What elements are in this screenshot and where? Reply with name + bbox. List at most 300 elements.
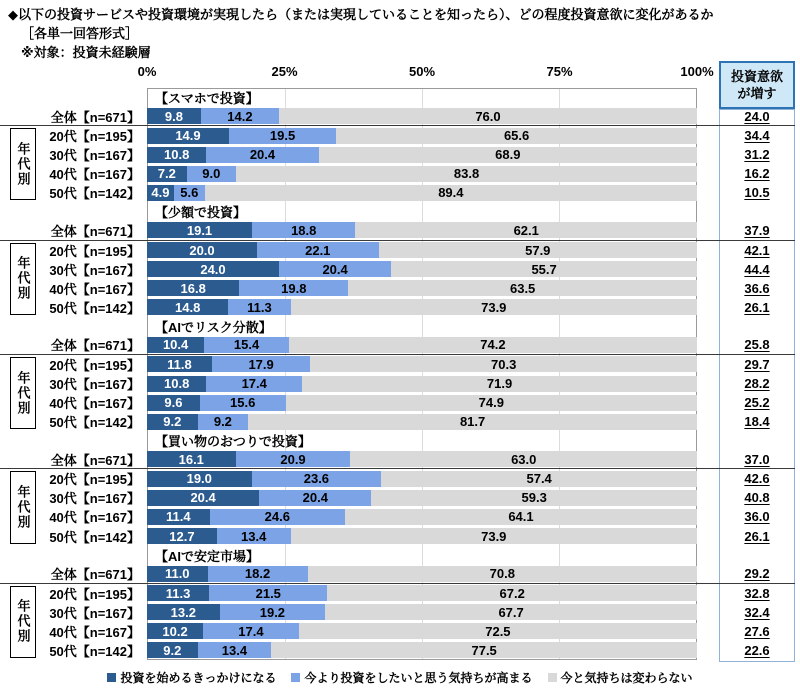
x-axis [0,64,800,80]
increase-value-cell [720,393,794,412]
gap [697,355,720,374]
gap [697,317,720,336]
bar-segment-raise: 13.4 [217,528,291,544]
bar-segment-unchanged: 74.2 [289,337,697,353]
row-label: 50代【n=142】 [49,300,140,316]
agegroup-label-box: 年代別 [10,128,36,200]
row-bars [147,298,697,317]
stacked-bar [147,642,697,658]
bar-segment-start: 16.8 [147,280,239,296]
increase-value-cell [720,469,794,488]
table-row [0,622,795,641]
bar-segment-start: 10.8 [147,376,206,392]
section-title: 【スマホで投資】 [155,91,259,107]
increase-value-cell [720,107,794,125]
gap [697,374,720,393]
bar-segment-unchanged: 63.5 [348,280,697,296]
chart-subtitle: ［各単一回答形式］ [21,26,139,41]
legend-item-unchanged [548,669,693,686]
bar-segment-unchanged: 62.1 [355,222,697,238]
agegroup-label-box: 年代別 [10,471,36,543]
stacked-bar [147,222,697,238]
gap [697,279,720,298]
gap [697,641,720,660]
increase-value-cell [720,183,794,202]
bar-segment-start: 9.2 [147,642,198,658]
row-label: 50代【n=142】 [49,186,140,202]
gap [697,412,720,431]
bar-segment-raise: 20.9 [236,451,351,467]
gap [697,145,720,164]
gap [697,565,720,583]
bar-segment-unchanged: 73.9 [291,299,697,315]
increase-value: 29.7 [744,356,770,372]
bar-segment-raise: 13.4 [198,642,272,658]
increase-value-cell [720,488,794,507]
bar-segment-raise: 19.5 [229,128,336,144]
table-row [0,145,795,164]
gap [697,622,720,641]
bar-segment-start: 10.2 [147,623,203,639]
increase-value: 16.2 [744,166,770,182]
section-header-row [0,546,795,565]
row-bars [147,336,697,354]
row-bars [147,183,697,202]
stacked-bar [147,623,697,639]
row-label: 50代【n=142】 [49,643,140,659]
bar-segment-raise: 20.4 [206,147,318,163]
bar-segment-unchanged: 64.1 [345,509,697,525]
table-row [0,241,795,260]
gap [697,584,720,603]
bar-segment-raise: 19.2 [220,604,326,620]
bar-segment-start: 20.4 [147,490,259,506]
section-header-label-spacer [0,88,147,107]
stacked-bar [147,528,697,544]
row-label: 20代【n=195】 [49,586,140,602]
gap [697,202,720,221]
bar-segment-start: 10.8 [147,147,206,163]
section-header-label-spacer [0,546,147,565]
row-label: 全体【n=671】 [50,224,140,239]
increase-value-cell [720,507,794,526]
table-row [0,469,795,488]
stacked-bar [147,261,697,277]
row-bars [147,260,697,279]
x-tick-25: 25% [271,64,298,79]
increase-value: 22.6 [744,642,770,658]
increase-value: 32.4 [744,604,770,620]
row-label: 50代【n=142】 [49,415,140,431]
legend [0,669,800,686]
increase-value: 36.6 [744,280,770,296]
increase-value-cell [720,221,794,239]
row-label: 30代【n=167】 [49,491,140,507]
row-label: 50代【n=142】 [49,529,140,545]
x-tick-100: 100% [680,64,714,79]
bar-segment-start: 9.2 [147,414,198,430]
bar-segment-raise: 20.4 [279,261,391,277]
legend-label-start: 投資を始めるきっかけになる [120,671,277,685]
table-row [0,393,795,412]
increase-value: 25.2 [744,395,770,411]
gap [697,164,720,183]
bar-segment-unchanged: 83.8 [236,166,697,182]
table-row [0,412,795,431]
increase-value: 34.4 [744,128,770,144]
bar-segment-start: 13.2 [147,604,220,620]
bar-segment-unchanged: 71.9 [302,376,697,392]
stacked-bar [147,299,697,315]
table-row [0,565,795,584]
row-bars [147,450,697,468]
agegroup-label-box: 年代別 [10,586,36,658]
increase-value-cell [720,145,794,164]
bar-segment-raise: 20.4 [259,490,371,506]
increase-value-cell [720,260,794,279]
legend-item-raise [291,669,532,686]
row-bars [147,469,697,488]
stacked-bar [147,414,697,430]
increase-value-cell [720,450,794,468]
row-label: 30代【n=167】 [49,605,140,621]
stacked-bar [147,585,697,601]
bar-segment-unchanged: 67.7 [325,604,697,620]
title-block [8,5,714,62]
increase-value: 31.2 [744,147,770,163]
row-label: 20代【n=195】 [49,472,140,488]
section-title: 【AIで安定市場】 [155,548,260,564]
section-header-label-spacer [0,431,147,450]
bar-segment-unchanged: 73.9 [291,528,697,544]
stacked-bar [147,395,697,411]
row-label: 40代【n=167】 [49,510,140,526]
bar-segment-unchanged: 55.7 [391,261,697,277]
bar-segment-unchanged: 89.4 [205,185,697,201]
section-header-row [0,88,795,107]
row-label: 30代【n=167】 [49,377,140,393]
row-bars [147,164,697,183]
table-row [0,107,795,126]
increase-value: 26.1 [744,299,770,315]
table-row [0,336,795,355]
agegroup-label-box: 年代別 [10,243,36,315]
row-bars [147,241,697,260]
increase-value-cell [720,527,794,546]
stacked-bar [147,471,697,487]
bar-segment-raise: 15.4 [204,337,289,353]
table-row [0,279,795,298]
gap [697,527,720,546]
stacked-bar [147,509,697,525]
bar-segment-raise: 11.3 [228,299,290,315]
bar-segment-start: 11.3 [147,585,209,601]
section-header-value-spacer [720,88,794,107]
row-label: 30代【n=167】 [49,148,140,164]
increase-value: 36.0 [744,509,770,525]
increase-value: 25.8 [744,337,770,353]
bar-segment-raise: 21.5 [209,585,327,601]
section-header-row [0,431,795,450]
increase-value-cell [720,565,794,583]
stacked-bar [147,280,697,296]
bar-segment-start: 11.4 [147,509,210,525]
gap [697,260,720,279]
bar-segment-raise: 22.1 [257,242,379,258]
increase-value-cell [720,603,794,622]
bar-segment-start: 9.6 [147,395,200,411]
section-header-plot [147,546,697,565]
row-bars [147,393,697,412]
bar-segment-start: 7.2 [147,166,187,182]
section-header-label-spacer [0,202,147,221]
table-row [0,584,795,603]
bar-segment-start: 16.1 [147,451,236,467]
legend-swatch-unchanged-icon [548,673,557,682]
increase-value: 42.6 [744,471,770,487]
row-label: 40代【n=167】 [49,167,140,183]
row-label: 20代【n=195】 [49,129,140,145]
gap [697,507,720,526]
bar-segment-unchanged: 70.3 [310,356,697,372]
table-row [0,126,795,145]
row-bars [147,488,697,507]
increase-value-cell [720,584,794,603]
row-label: 20代【n=195】 [49,243,140,259]
bar-segment-raise: 14.2 [201,108,279,124]
rows [0,88,795,660]
stacked-bar [147,451,697,467]
increase-value-cell [720,336,794,354]
bar-segment-raise: 15.6 [200,395,286,411]
legend-label-raise: 今より投資をしたいと思う気持ちが高まる [304,671,533,685]
section-header-plot [147,317,697,336]
bar-segment-unchanged: 59.3 [371,490,697,506]
table-row [0,374,795,393]
table-row [0,641,795,660]
table-row [0,298,795,317]
table-row [0,450,795,469]
table-row [0,355,795,374]
stacked-bar [147,604,697,620]
row-bars [147,107,697,125]
bar-segment-unchanged: 76.0 [279,108,697,124]
gap [697,336,720,354]
increase-value-cell [720,355,794,374]
right-column-header-line1: 投資意欲 [730,69,783,84]
bar-segment-unchanged: 57.4 [381,471,697,487]
bar-segment-raise: 5.6 [174,185,205,201]
increase-value: 32.8 [744,585,770,601]
bar-segment-start: 20.0 [147,242,257,258]
increase-value: 37.9 [744,222,770,238]
bar-segment-unchanged: 67.2 [327,585,697,601]
row-bars [147,507,697,526]
row-bars [147,584,697,603]
increase-value: 29.2 [744,566,770,582]
increase-value: 37.0 [744,451,770,467]
bar-segment-unchanged: 72.5 [299,623,697,639]
row-bars [147,355,697,374]
gap [697,450,720,468]
table-row [0,221,795,240]
section-header-plot [147,202,697,221]
increase-value: 10.5 [744,185,770,201]
bar-segment-unchanged: 70.8 [308,566,697,582]
stacked-bar [147,490,697,506]
section-title: 【買い物のおつりで投資】 [155,434,311,450]
stacked-bar [147,337,697,353]
stacked-bar [147,128,697,144]
stacked-bar [147,356,697,372]
increase-value-cell [720,374,794,393]
bar-segment-start: 19.0 [147,471,252,487]
row-bars [147,641,697,660]
row-bars [147,603,697,622]
bar-segment-start: 9.8 [147,108,201,124]
increase-value: 27.6 [744,623,770,639]
bar-segment-unchanged: 57.9 [379,242,697,258]
bar-segment-raise: 23.6 [252,471,382,487]
bar-segment-raise: 18.2 [208,566,308,582]
increase-value-cell [720,164,794,183]
legend-swatch-start-icon [107,673,116,682]
bar-segment-raise: 17.9 [212,356,310,372]
row-bars [147,565,697,583]
increase-value-cell [720,241,794,260]
gap [697,298,720,317]
section-header-label-spacer [0,317,147,336]
gap [697,88,720,107]
bar-segment-unchanged: 74.9 [286,395,697,411]
row-label: 40代【n=167】 [49,396,140,412]
stacked-bar [147,166,697,182]
row-bars [147,279,697,298]
increase-value-cell [720,279,794,298]
table-row [0,183,795,202]
section-header-row [0,202,795,221]
bar-segment-start: 11.8 [147,356,212,372]
stacked-bar [147,376,697,392]
row-bars [147,145,697,164]
agegroup-label-box: 年代別 [10,357,36,429]
gap [697,431,720,450]
increase-value: 24.0 [744,108,770,124]
row-label: 40代【n=167】 [49,281,140,297]
section-header-row [0,317,795,336]
increase-value-cell [720,298,794,317]
section-header-plot [147,431,697,450]
increase-value: 42.1 [744,242,770,258]
bar-segment-raise: 17.4 [203,623,299,639]
increase-value: 28.2 [744,376,770,392]
bar-segment-raise: 24.6 [210,509,345,525]
table-row [0,603,795,622]
increase-value-cell [720,412,794,431]
gap [697,546,720,565]
row-bars [147,221,697,239]
row-label: 20代【n=195】 [49,357,140,373]
row-label: 30代【n=167】 [49,262,140,278]
table-row [0,164,795,183]
bar-segment-start: 24.0 [147,261,279,277]
x-tick-50: 50% [408,64,436,79]
table-row [0,527,795,546]
bar-segment-start: 10.4 [147,337,204,353]
gap [697,241,720,260]
bar-segment-unchanged: 81.7 [248,414,697,430]
stacked-bar [147,108,697,124]
stacked-bar [147,185,697,201]
section-header-value-spacer [720,317,794,336]
row-label: 全体【n=671】 [50,452,140,468]
row-bars [147,622,697,641]
table-row [0,260,795,279]
bar-segment-start: 19.1 [147,222,252,238]
bar-segment-unchanged: 77.5 [271,642,697,658]
row-label: 全体【n=671】 [50,109,140,125]
increase-value: 40.8 [744,490,770,506]
section-header-value-spacer [720,431,794,450]
gap [697,221,720,239]
gap [697,488,720,507]
section-header-value-spacer [720,546,794,565]
row-label: 全体【n=671】 [50,338,140,354]
row-bars [147,412,697,431]
gap [697,183,720,202]
legend-swatch-raise-icon [291,673,300,682]
stacked-bar [147,242,697,258]
bar-segment-raise: 17.4 [206,376,302,392]
section-title: 【AIでリスク分散】 [155,319,272,335]
bar-segment-raise: 9.0 [187,166,237,182]
gap [697,107,720,125]
x-tick-75: 75% [546,64,573,79]
increase-value: 18.4 [744,414,770,430]
gap [697,469,720,488]
bar-segment-start: 14.9 [147,128,229,144]
bar-segment-raise: 19.8 [239,280,348,296]
increase-value: 26.1 [744,528,770,544]
section-header-value-spacer [720,202,794,221]
right-column-header-line2: が増す [737,86,777,101]
gap [697,393,720,412]
bar-segment-unchanged: 63.0 [350,451,697,467]
gap [697,126,720,145]
gap [697,603,720,622]
bar-segment-start: 12.7 [147,528,217,544]
bar-segment-start: 11.0 [147,566,208,582]
row-bars [147,126,697,145]
legend-label-unchanged: 今と気持ちは変わらない [560,671,693,685]
bar-segment-unchanged: 68.9 [319,147,697,163]
increase-value-cell [720,126,794,145]
section-title: 【少額で投資】 [155,205,247,221]
bar-segment-raise: 9.2 [198,414,249,430]
row-label: 40代【n=167】 [49,624,140,640]
row-bars [147,527,697,546]
row-bars [147,374,697,393]
legend-item-start [107,669,276,686]
increase-value: 44.4 [744,261,770,277]
target-note: ※対象：投資未経験層 [21,45,151,60]
increase-value-cell [720,622,794,641]
table-row [0,488,795,507]
bar-segment-raise: 18.8 [252,222,355,238]
increase-value-cell [720,641,794,660]
stacked-bar [147,566,697,582]
table-row [0,507,795,526]
